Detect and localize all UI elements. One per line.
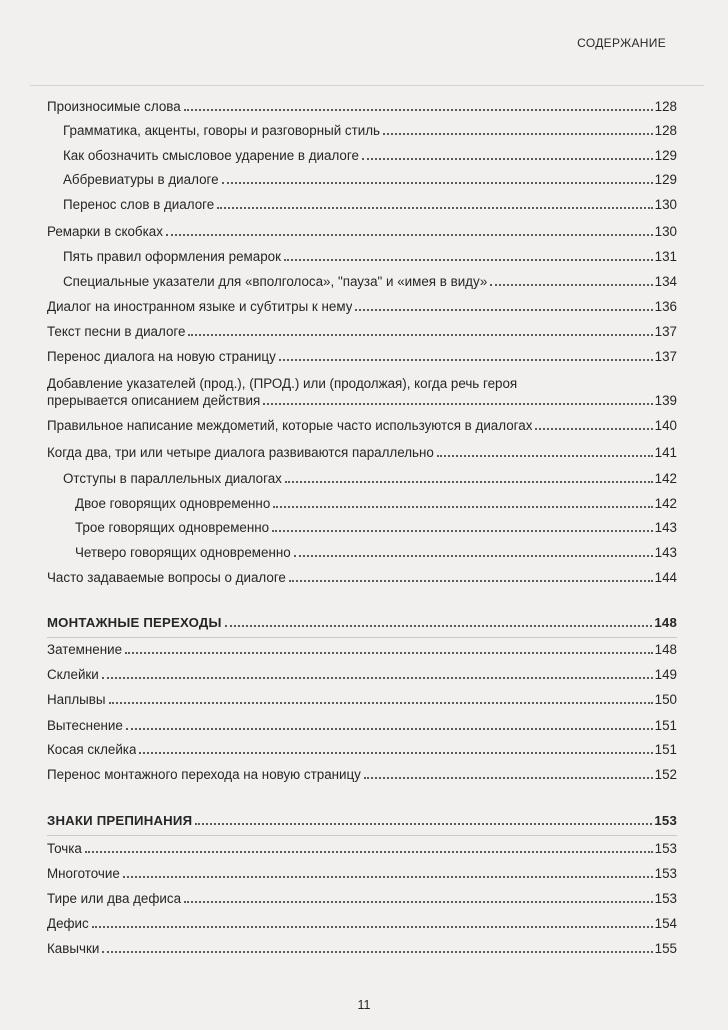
toc-entry-title-continued: прерывается описанием действия <box>47 393 261 408</box>
toc-entry <box>47 348 677 365</box>
toc-entry <box>47 940 677 957</box>
toc-entry-page: 141 <box>654 445 677 460</box>
dot-leader <box>294 555 653 557</box>
toc-entry-title: Вытеснение <box>47 718 123 733</box>
dot-leader <box>285 481 653 483</box>
toc-entry-page: 137 <box>654 349 677 364</box>
toc-entry-title: Текст песни в диалоге <box>47 324 186 339</box>
toc-entry-page: 128 <box>654 123 677 138</box>
toc-entry-title: Перенос монтажного перехода на новую страницу <box>47 767 361 782</box>
toc-entry-page: 129 <box>654 148 677 163</box>
toc-entry <box>47 890 677 907</box>
dot-leader <box>166 234 653 236</box>
section-page: 148 <box>654 615 677 630</box>
dot-leader <box>437 455 653 457</box>
toc-entry-page: 128 <box>654 99 677 114</box>
toc-entry-title: Произносимые слова <box>47 99 181 114</box>
dot-leader <box>364 777 653 779</box>
toc-entry <box>47 273 677 290</box>
dot-leader <box>535 428 652 430</box>
dot-leader <box>102 677 653 679</box>
toc-entry-page: 153 <box>654 841 677 856</box>
toc-entry-title: Двое говорящих одновременно <box>75 496 271 511</box>
dot-leader <box>272 530 653 532</box>
toc-entry-page: 142 <box>654 471 677 486</box>
dot-leader <box>109 702 653 704</box>
toc-entry-title: Когда два, три или четыре диалога развиваются параллельно <box>47 445 434 460</box>
toc-entry-title: Многоточие <box>47 866 120 881</box>
dot-leader <box>222 182 653 184</box>
toc-entry <box>47 641 677 658</box>
toc-entry <box>47 691 677 708</box>
toc-entry-title: Диалог на иностранном языке и субтитры к нему <box>47 299 353 314</box>
toc-entry-title: Аббревиатуры в диалоге <box>63 172 219 187</box>
toc-entry <box>47 915 677 932</box>
toc-section-heading <box>47 812 677 829</box>
header-divider <box>30 85 704 86</box>
toc-entry-page: 153 <box>654 866 677 881</box>
toc-entry <box>47 375 677 409</box>
toc-entry <box>47 741 677 758</box>
toc-entry-page: 155 <box>654 941 677 956</box>
toc-entry-title: Пять правил оформления ремарок <box>63 249 281 264</box>
toc-entry-title: Кавычки <box>47 941 100 956</box>
dot-leader <box>279 359 653 361</box>
toc-entry <box>47 171 677 188</box>
toc-entry-title: Перенос диалога на новую страницу <box>47 349 276 364</box>
toc-entry-title: Как обозначить смысловое ударение в диалоге <box>63 148 359 163</box>
dot-leader <box>362 158 653 160</box>
dot-leader <box>102 951 652 953</box>
toc-entry-page: 142 <box>654 496 677 511</box>
toc-entry <box>47 666 677 683</box>
toc-entry-page: 140 <box>654 418 677 433</box>
toc-entry <box>47 444 677 461</box>
toc-entry-page: 149 <box>654 667 677 682</box>
toc-entry <box>47 519 677 536</box>
toc-entry <box>47 495 677 512</box>
dot-leader <box>289 580 653 582</box>
dot-leader <box>355 309 652 311</box>
toc-entry-title: Дефис <box>47 916 89 931</box>
running-header: СОДЕРЖАНИЕ <box>577 36 666 50</box>
toc-entry-title: Наплывы <box>47 692 106 707</box>
section-title: ЗНАКИ ПРЕПИНАНИЯ <box>47 813 193 828</box>
dot-leader <box>284 259 653 261</box>
toc-entry-page: 150 <box>654 692 677 707</box>
toc-entry-title: Затемнение <box>47 642 123 657</box>
toc-entry-title: Часто задаваемые вопросы о диалоге <box>47 570 286 585</box>
toc-entry-page: 143 <box>654 545 677 560</box>
toc-entry-title: Ремарки в скобках <box>47 224 163 239</box>
dot-leader <box>123 876 653 878</box>
toc-entry-title: Добавление указателей (прод.), (ПРОД.) или (продолжая), когда речь героя <box>47 376 518 391</box>
toc-entry-title: Специальные указатели для «вполголоса», "пауза" и «имея в виду» <box>63 274 488 289</box>
section-title: МОНТАЖНЫЕ ПЕРЕХОДЫ <box>47 615 222 630</box>
toc-entry-title: Четверо говорящих одновременно <box>75 545 291 560</box>
toc-entry-page: 148 <box>654 642 677 657</box>
toc-entry-page: 152 <box>654 767 677 782</box>
toc-entry-page: 154 <box>654 916 677 931</box>
page-number: 11 <box>357 998 371 1012</box>
toc-entry-title: Отступы в параллельных диалогах <box>63 471 282 486</box>
toc-entry <box>47 122 677 139</box>
dot-leader <box>184 109 653 111</box>
toc-entry <box>47 544 677 561</box>
dot-leader <box>188 334 652 336</box>
toc-entry <box>47 298 677 315</box>
toc-entry-page: 144 <box>654 570 677 585</box>
toc-entry-page: 131 <box>654 249 677 264</box>
dot-leader <box>383 133 653 135</box>
toc-entry-page: 130 <box>654 224 677 239</box>
toc-entry-title: Косая склейка <box>47 742 137 757</box>
toc-entry <box>47 417 677 434</box>
toc-entry <box>47 323 677 340</box>
toc-entry-title: Перенос слов в диалоге <box>63 197 215 212</box>
dot-leader <box>263 403 652 405</box>
dot-leader <box>217 207 652 209</box>
toc-section-heading <box>47 614 677 631</box>
toc-entry <box>47 98 677 115</box>
toc-entry-title: Склейки <box>47 667 99 682</box>
dot-leader <box>225 625 653 627</box>
toc-entry-page: 136 <box>654 299 677 314</box>
dot-leader <box>125 652 653 654</box>
toc-entry <box>47 865 677 882</box>
dot-leader <box>126 728 653 730</box>
toc-entry <box>47 248 677 265</box>
toc-entry <box>47 717 677 734</box>
toc-entry-page: 153 <box>654 891 677 906</box>
toc-entry-page: 130 <box>654 197 677 212</box>
toc-entry-title: Грамматика, акценты, говоры и разговорный стиль <box>63 123 381 138</box>
toc-entry-page: 134 <box>654 274 677 289</box>
toc-entry-title: Тире или два дефиса <box>47 891 182 906</box>
toc-entry <box>47 223 677 240</box>
toc-entry-page: 139 <box>654 393 677 408</box>
dot-leader <box>184 901 653 903</box>
toc-entry <box>47 470 677 487</box>
toc-entry-page: 151 <box>654 742 677 757</box>
toc-entry-page: 151 <box>654 718 677 733</box>
dot-leader <box>273 506 652 508</box>
toc-entry-title: Трое говорящих одновременно <box>75 520 270 535</box>
toc-entry-title: Правильное написание междометий, которые часто используются в диалогах <box>47 418 533 433</box>
toc-entry <box>47 147 677 164</box>
toc-entry-page: 137 <box>654 324 677 339</box>
toc-entry-page: 143 <box>654 520 677 535</box>
toc-entry-title: Точка <box>47 841 82 856</box>
section-divider <box>47 835 677 836</box>
toc-entry <box>47 569 677 586</box>
dot-leader <box>92 926 653 928</box>
toc-entry <box>47 766 677 783</box>
toc-entry-page: 129 <box>654 172 677 187</box>
section-divider <box>47 637 677 638</box>
dot-leader <box>139 752 652 754</box>
section-page: 153 <box>654 813 677 828</box>
toc-entry <box>47 840 677 857</box>
dot-leader <box>490 284 652 286</box>
dot-leader <box>85 851 653 853</box>
dot-leader <box>195 823 652 825</box>
toc-entry <box>47 196 677 213</box>
